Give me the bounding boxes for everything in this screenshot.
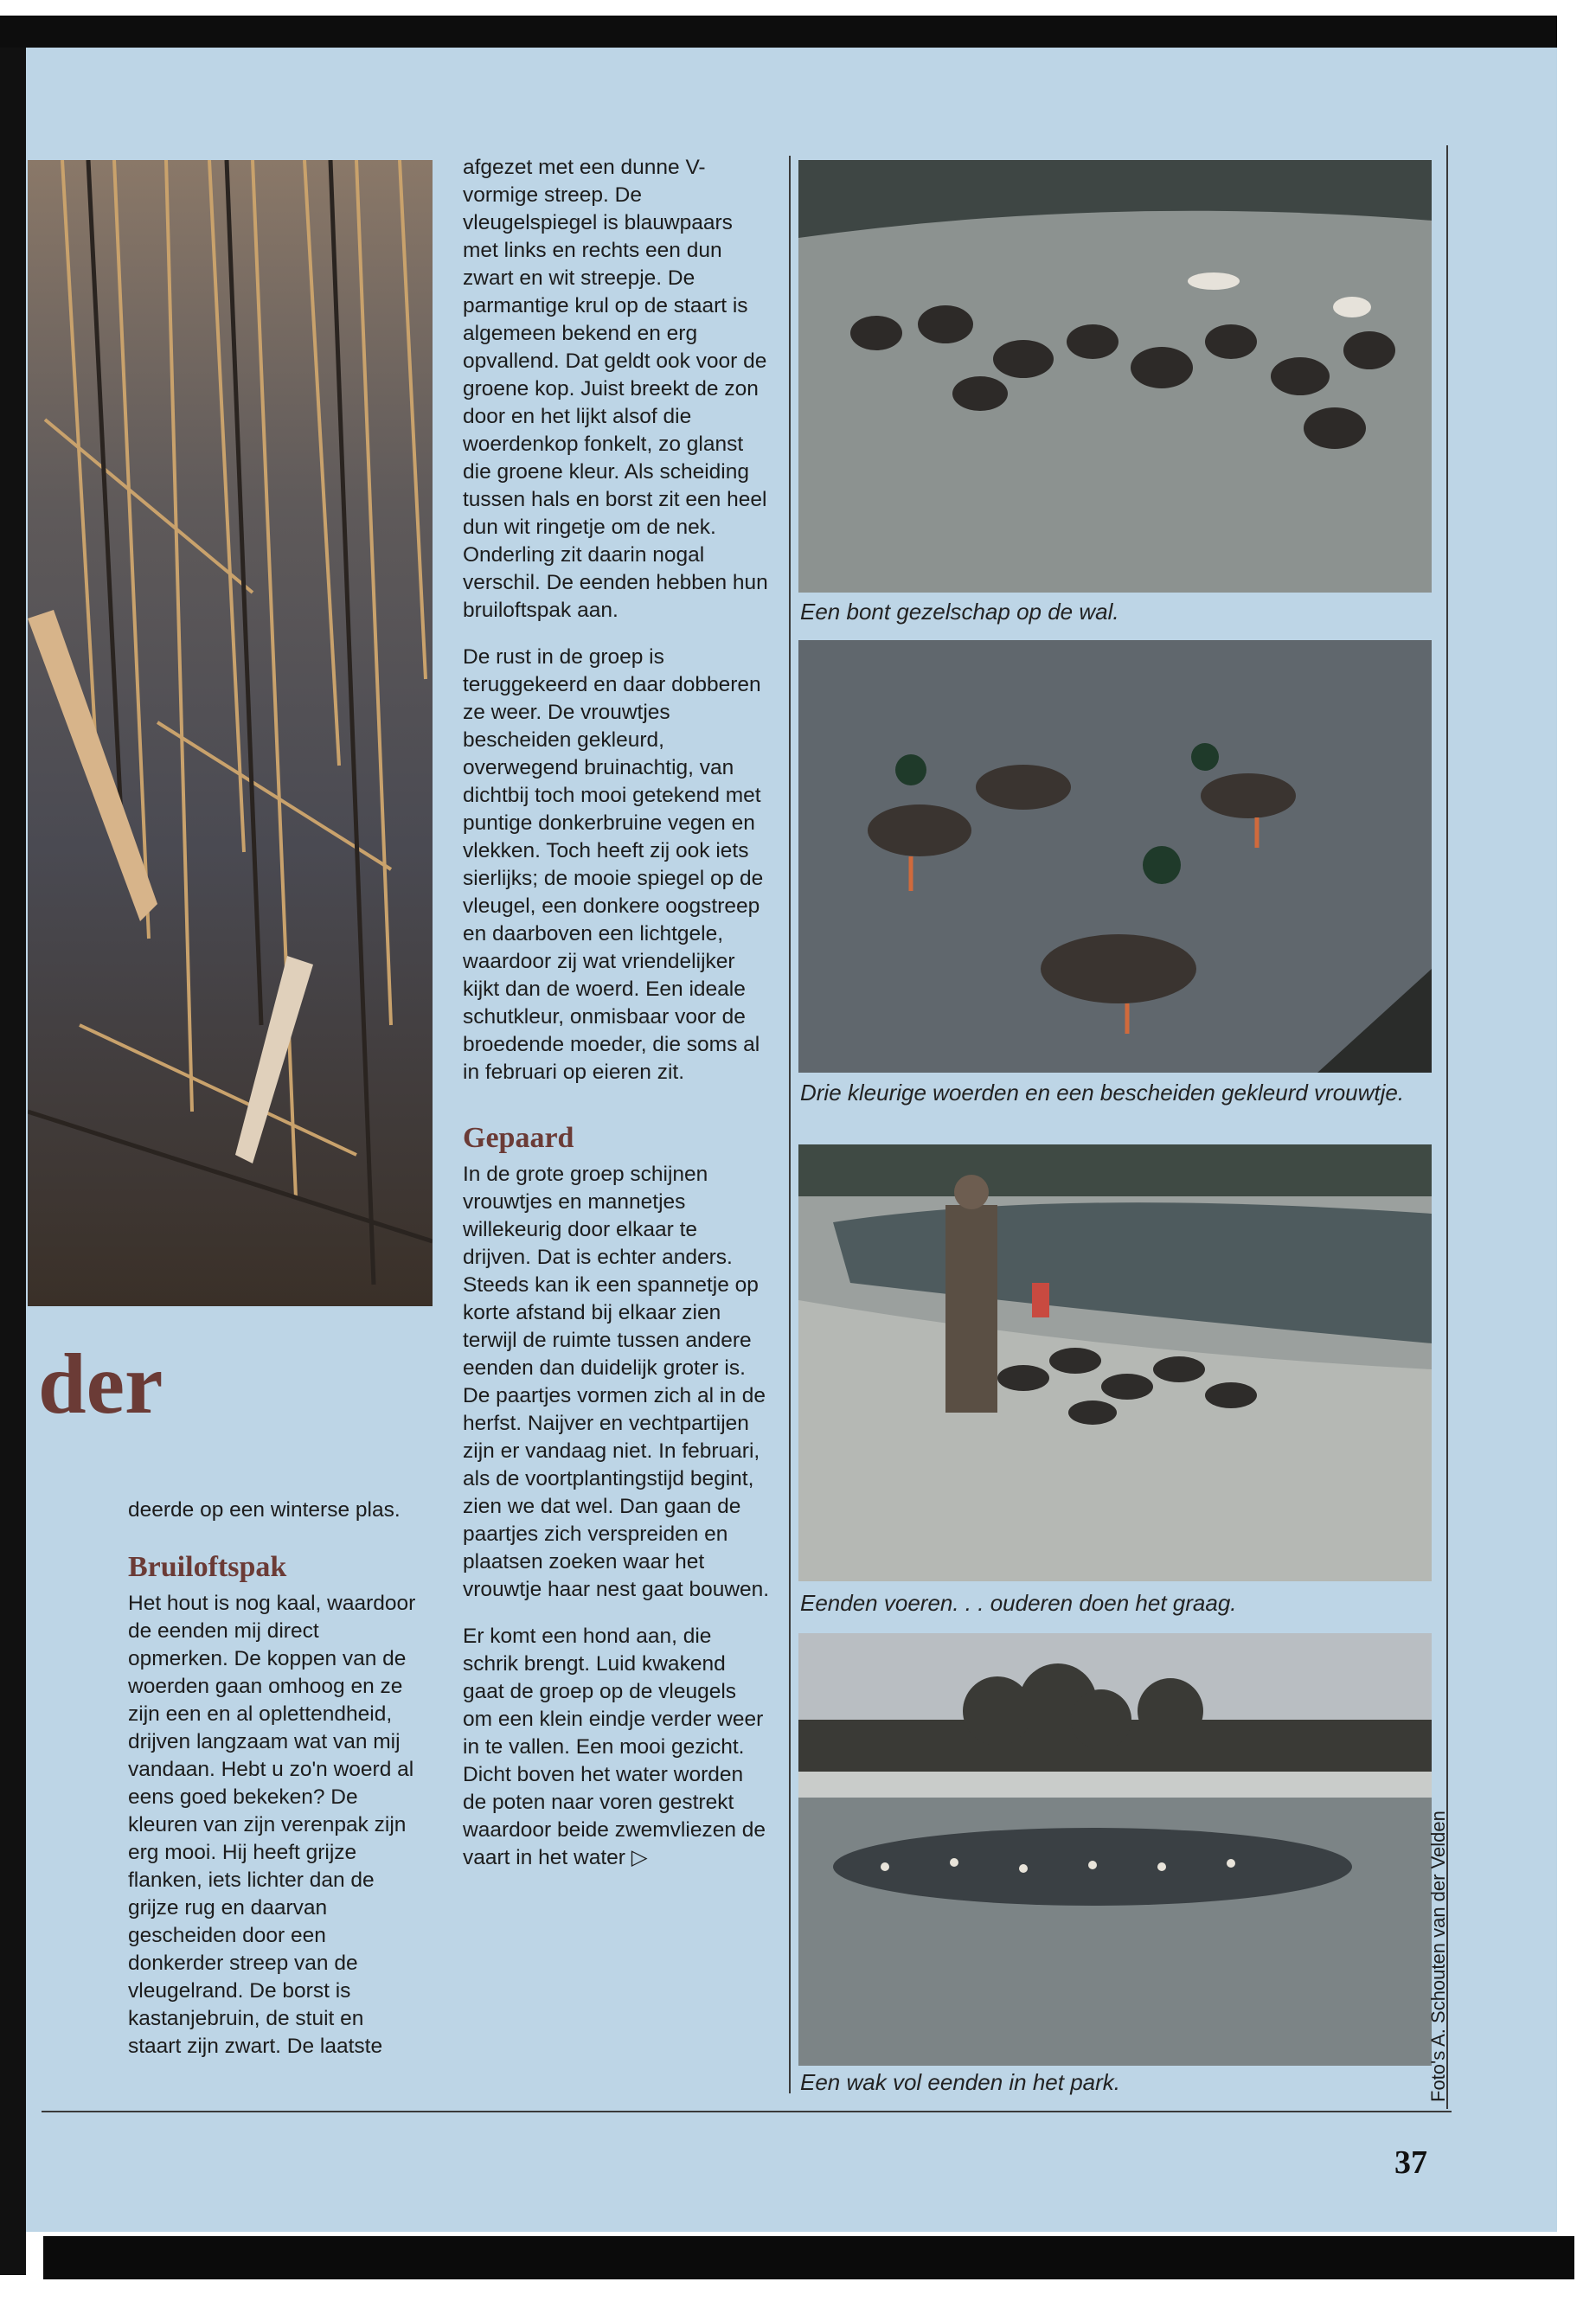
body-paragraph: Er komt een hond aan, die schrik brengt. Luid kwakend gaat de groep op de vleugels om een klein eindje verder weer in te vallen. Een mooi gezicht. Dicht boven het water worden de poten naar voren gestrekt waardoor beide zwemvliezen de vaart in het water ▷ — [463, 1625, 766, 1869]
bottom-rule — [42, 2111, 1452, 2112]
scan-border-left — [0, 48, 26, 2275]
body-paragraph: In de grote groep schijnen vrouwtjes en mannetjes willekeurig door elkaar te drijven. Dat is echter anders. Steeds kan ik een spannetje op korte afstand bij elkaar zien terwijl de ruimte tussen andere eenden dan duidelijk groter is. De paartjes vormen zich al in de herfst. Naijver en vechtpartijen zijn er vandaag niet. In februari, als de voortplantingstijd begint, zien we dat wel. Dan gaan de paartjes zich verspreiden en plaatsen zoeken waar het vrouwtje haar nest gaat bouwen. — [463, 1163, 770, 1601]
text-column-2 — [463, 154, 770, 1891]
text-column-1 — [128, 1497, 422, 2080]
photo-caption: Een bont gezelschap op de wal. — [800, 599, 1119, 625]
photo-caption: Drie kleurige woerden en een bescheiden gekleurd vrouwtje. — [800, 1080, 1405, 1106]
body-paragraph: afgezet met een dunne V-vormige streep. De vleugelspiegel is blauwpaars met links en rechts een dun zwart en wit streepje. De parmantige krul op de staart is algemeen bekend en erg opvallend. Dat geldt ook voor de groene kop. Juist breekt de zon door en het lijkt alsof die woerdenkop fonkelt, zo glanst die groene kleur. Als scheiding tussen hals en borst zit een heel dun wit ringetje om de nek. Onderling zit daarin nogal verschil. De eenden hebben hun bruiloftspak aan. — [463, 156, 768, 622]
intro-paragraph: deerde op een winterse plas. — [128, 1498, 401, 1522]
photo-credit: Foto's A. Schouten van der Velden — [1427, 1811, 1449, 2102]
column-divider — [789, 156, 791, 2093]
photo-caption: Eenden voeren. . . ouderen doen het graag. — [800, 1590, 1237, 1616]
feeding-photo — [798, 1144, 1432, 1581]
section-heading-bruiloftspak: Bruiloftspak — [128, 1551, 287, 1583]
body-paragraph: De rust in de groep is teruggekeerd en daar dobberen ze weer. De vrouwtjes bescheiden gekleurd, overwegend bruinachtig, van dichtbij toch mooi getekend met puntige donkerbruine vegen en vlekken. Toch heeft zij ook iets sierlijks; de mooie spiegel op de vleugel, een donkere oogstreep en daarboven een lichtgele, waardoor zij wat vriendelijker kijkt dan de woerd. Een ideale schutkleur, onmisbaar voor de broedende moeder, die soms al in februari op eieren zit. — [463, 645, 764, 1084]
three-drakes-photo — [798, 640, 1432, 1073]
section-heading-gepaard: Gepaard — [463, 1122, 574, 1154]
scan-border-top — [0, 16, 1557, 50]
photo-caption: Een wak vol eenden in het park. — [800, 2069, 1121, 2095]
scan-border-bottom — [43, 2236, 1574, 2279]
ducks-on-bank-photo — [798, 160, 1432, 593]
page-number: 37 — [1394, 2144, 1427, 2181]
reed-photo — [28, 160, 433, 1306]
headline-fragment: der — [38, 1336, 163, 1432]
park-hole-photo — [798, 1633, 1432, 2066]
body-paragraph: Het hout is nog kaal, waardoor de eenden mij direct opmerken. De koppen van de woerden gaan omhoog en ze zijn een en al oplettendheid, drijven langzaam wat van mij vandaan. Hebt u zo'n woerd al eens goed bekeken? De kleuren van zijn verenpak zijn erg mooi. Hij heeft grijze flanken, iets lichter dan de grijze rug en daarvan gescheiden door een donkerder streep van de vleugelrand. De borst is kastanjebruin, de stuit en staart zijn zwart. De laatste — [128, 1592, 416, 2058]
